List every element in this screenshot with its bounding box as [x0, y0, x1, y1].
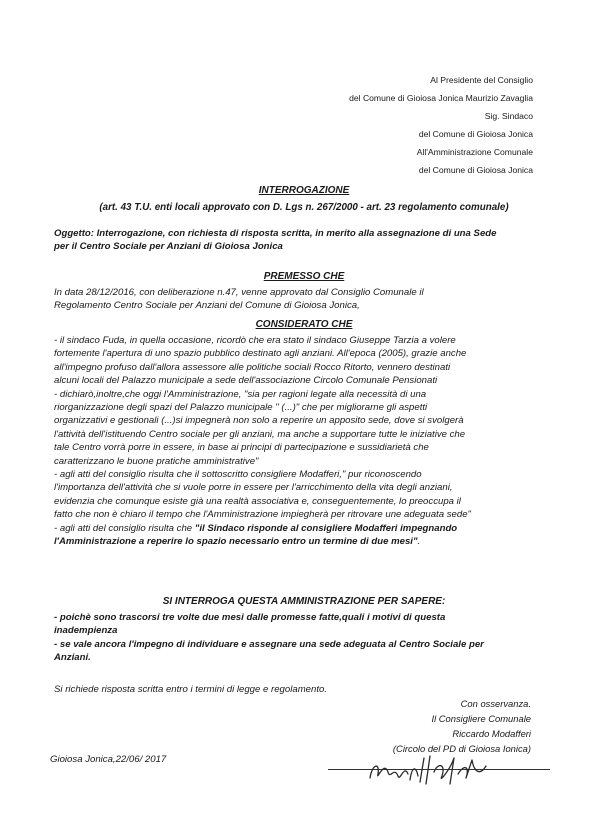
subject	[54, 227, 554, 254]
place-date: Gioiosa Jonica,22/06/ 2017	[50, 754, 167, 765]
considerato-line: caratterizzano le buone pratiche amministrative"	[54, 455, 259, 467]
considerato-line: l'importanza dell'attività che si vuole porre in essere per l'arricchimento della vita degli anziani,	[54, 482, 453, 494]
interroga-line: - poichè sono trascorsi tre volte due mesi dalle promesse fatte,quali i motivi di questa	[54, 612, 446, 623]
considerato-line: evidenzia che comunque esiste già una realtà associativa e, conseguentemente, lo preoccupa il	[54, 495, 461, 507]
considerato-last-prefix: - agli atti del consiglio risulta che	[54, 522, 195, 534]
signature-block	[393, 696, 531, 756]
signature-line: (Circolo del PD di Gioiosa Ionica)	[392, 743, 531, 754]
considerato-last-tail: .	[417, 536, 421, 548]
addressee-block	[349, 71, 533, 179]
interroga-line: - se vale ancora l'impegno di individuare e assegnare una sede adeguata al Centro Sociale per	[54, 638, 484, 650]
considerato-line: alcuni locali del Palazzo municipale a sede dell'associazione Circolo Comunale Pensionati	[54, 375, 438, 387]
considerato-line: - il sindaco Fuda, in quella occasione, ricordò che era stato il sindaco Giuseppe Tarzia a volere	[54, 335, 456, 346]
considerato-line: - agli atti del consiglio risulta che il sottoscritto consigliere Modafferi," pur riconoscendo	[54, 469, 422, 481]
considerato-last-bold: "il Sindaco risponde al consigliere Modafferi impegnando	[194, 522, 458, 534]
considerato-line: tale Centro vorrà porre in essere, in base ai principi di partecipazione e sussidiarietà che	[54, 442, 429, 454]
considerato-line: all'impegno profuso dall'allora assessore alle politiche sociali Rocco Ritorto, vennero destinati	[54, 361, 451, 373]
interroga-line: Anziani.	[54, 652, 91, 664]
considerato-last-bold-2: l'Amministrazione a reperire lo spazio necessario entro un termine di due mesi"	[54, 536, 418, 548]
addressee-line: Sig. Sindaco	[484, 111, 533, 121]
addressee-line: del Comune di Gioiosa Jonica Maurizio Zavaglia	[349, 93, 533, 103]
considerato-body	[54, 334, 554, 549]
handwritten-signature	[366, 752, 506, 788]
subject-line: per il Centro Sociale per Anziani di Gioiosa Jonica	[54, 241, 283, 253]
considerato-line: - dichiarò,inoltre,che oggi l'Amministrazione, "sia per ragioni legate alla necessità di una	[54, 388, 427, 400]
premesso-heading: PREMESSO CHE	[263, 271, 345, 282]
closing-request: Si richiede risposta scritta entro i termini di legge e regolamento.	[54, 684, 328, 695]
signature-line: Riccardo Modafferi	[452, 728, 531, 739]
considerato-line-last-2	[54, 535, 554, 548]
considerato-line: l'attività dell'istituendo Centro sociale per gli anziani, ma anche a supportare tutte le iniziative che	[54, 428, 466, 440]
addressee-line: Al Presidente del Consiglio	[430, 75, 533, 85]
considerato-line: fortemente l'apertura di uno spazio pubblico destinato agli anziani. All'epoca (2005), grazie anche	[54, 348, 467, 360]
document-title: INTERROGAZIONE	[258, 185, 350, 196]
considerato-line: riorganizzazione degli spazi del Palazzo municipale " (...)" che per migliorarne gli aspetti	[54, 402, 428, 414]
interroga-heading: SI INTERROGA QUESTA AMMINISTRAZIONE PER SAPERE:	[162, 596, 446, 607]
addressee-line: del Comune di Gioiosa Jonica	[418, 129, 533, 139]
considerato-heading: CONSIDERATO CHE	[255, 319, 353, 330]
premesso-body	[54, 286, 554, 313]
interroga-body	[54, 611, 554, 665]
considerato-line: fatto che non è chiaro il tempo che l'Amministrazione impiegherà per ritrovare une adeguata sede"	[54, 509, 471, 521]
addressee-line: del Comune di Gioiosa Jonica	[418, 165, 533, 175]
interroga-line: inadempienza	[54, 625, 118, 637]
document-subtitle: (art. 43 T.U. enti locali approvato con D. Lgs n. 267/2000 - art. 23 regolamento comunale)	[99, 202, 509, 213]
considerato-line-last	[54, 522, 554, 535]
considerato-line: organizzativi e gestionali (...)si impegnerà non solo a reperire un apposito sede, dove si svolgerà	[54, 415, 464, 427]
premesso-line: Regolamento Centro Sociale per Anziani del Comune di Gioiosa Jonica,	[54, 300, 360, 312]
signature-line: Il Consigliere Comunale	[431, 713, 531, 724]
premesso-line: In data 28/12/2016, con deliberazione n.47, venne approvato dal Consiglio Comunale il	[54, 287, 424, 298]
addressee-line: All'Amministrazione Comunale	[416, 147, 533, 157]
signature-line: Con osservanza.	[460, 698, 531, 709]
subject-line: Oggetto: Interrogazione, con richiesta di risposta scritta, in merito alla assegnazione di una Sede	[54, 228, 497, 239]
